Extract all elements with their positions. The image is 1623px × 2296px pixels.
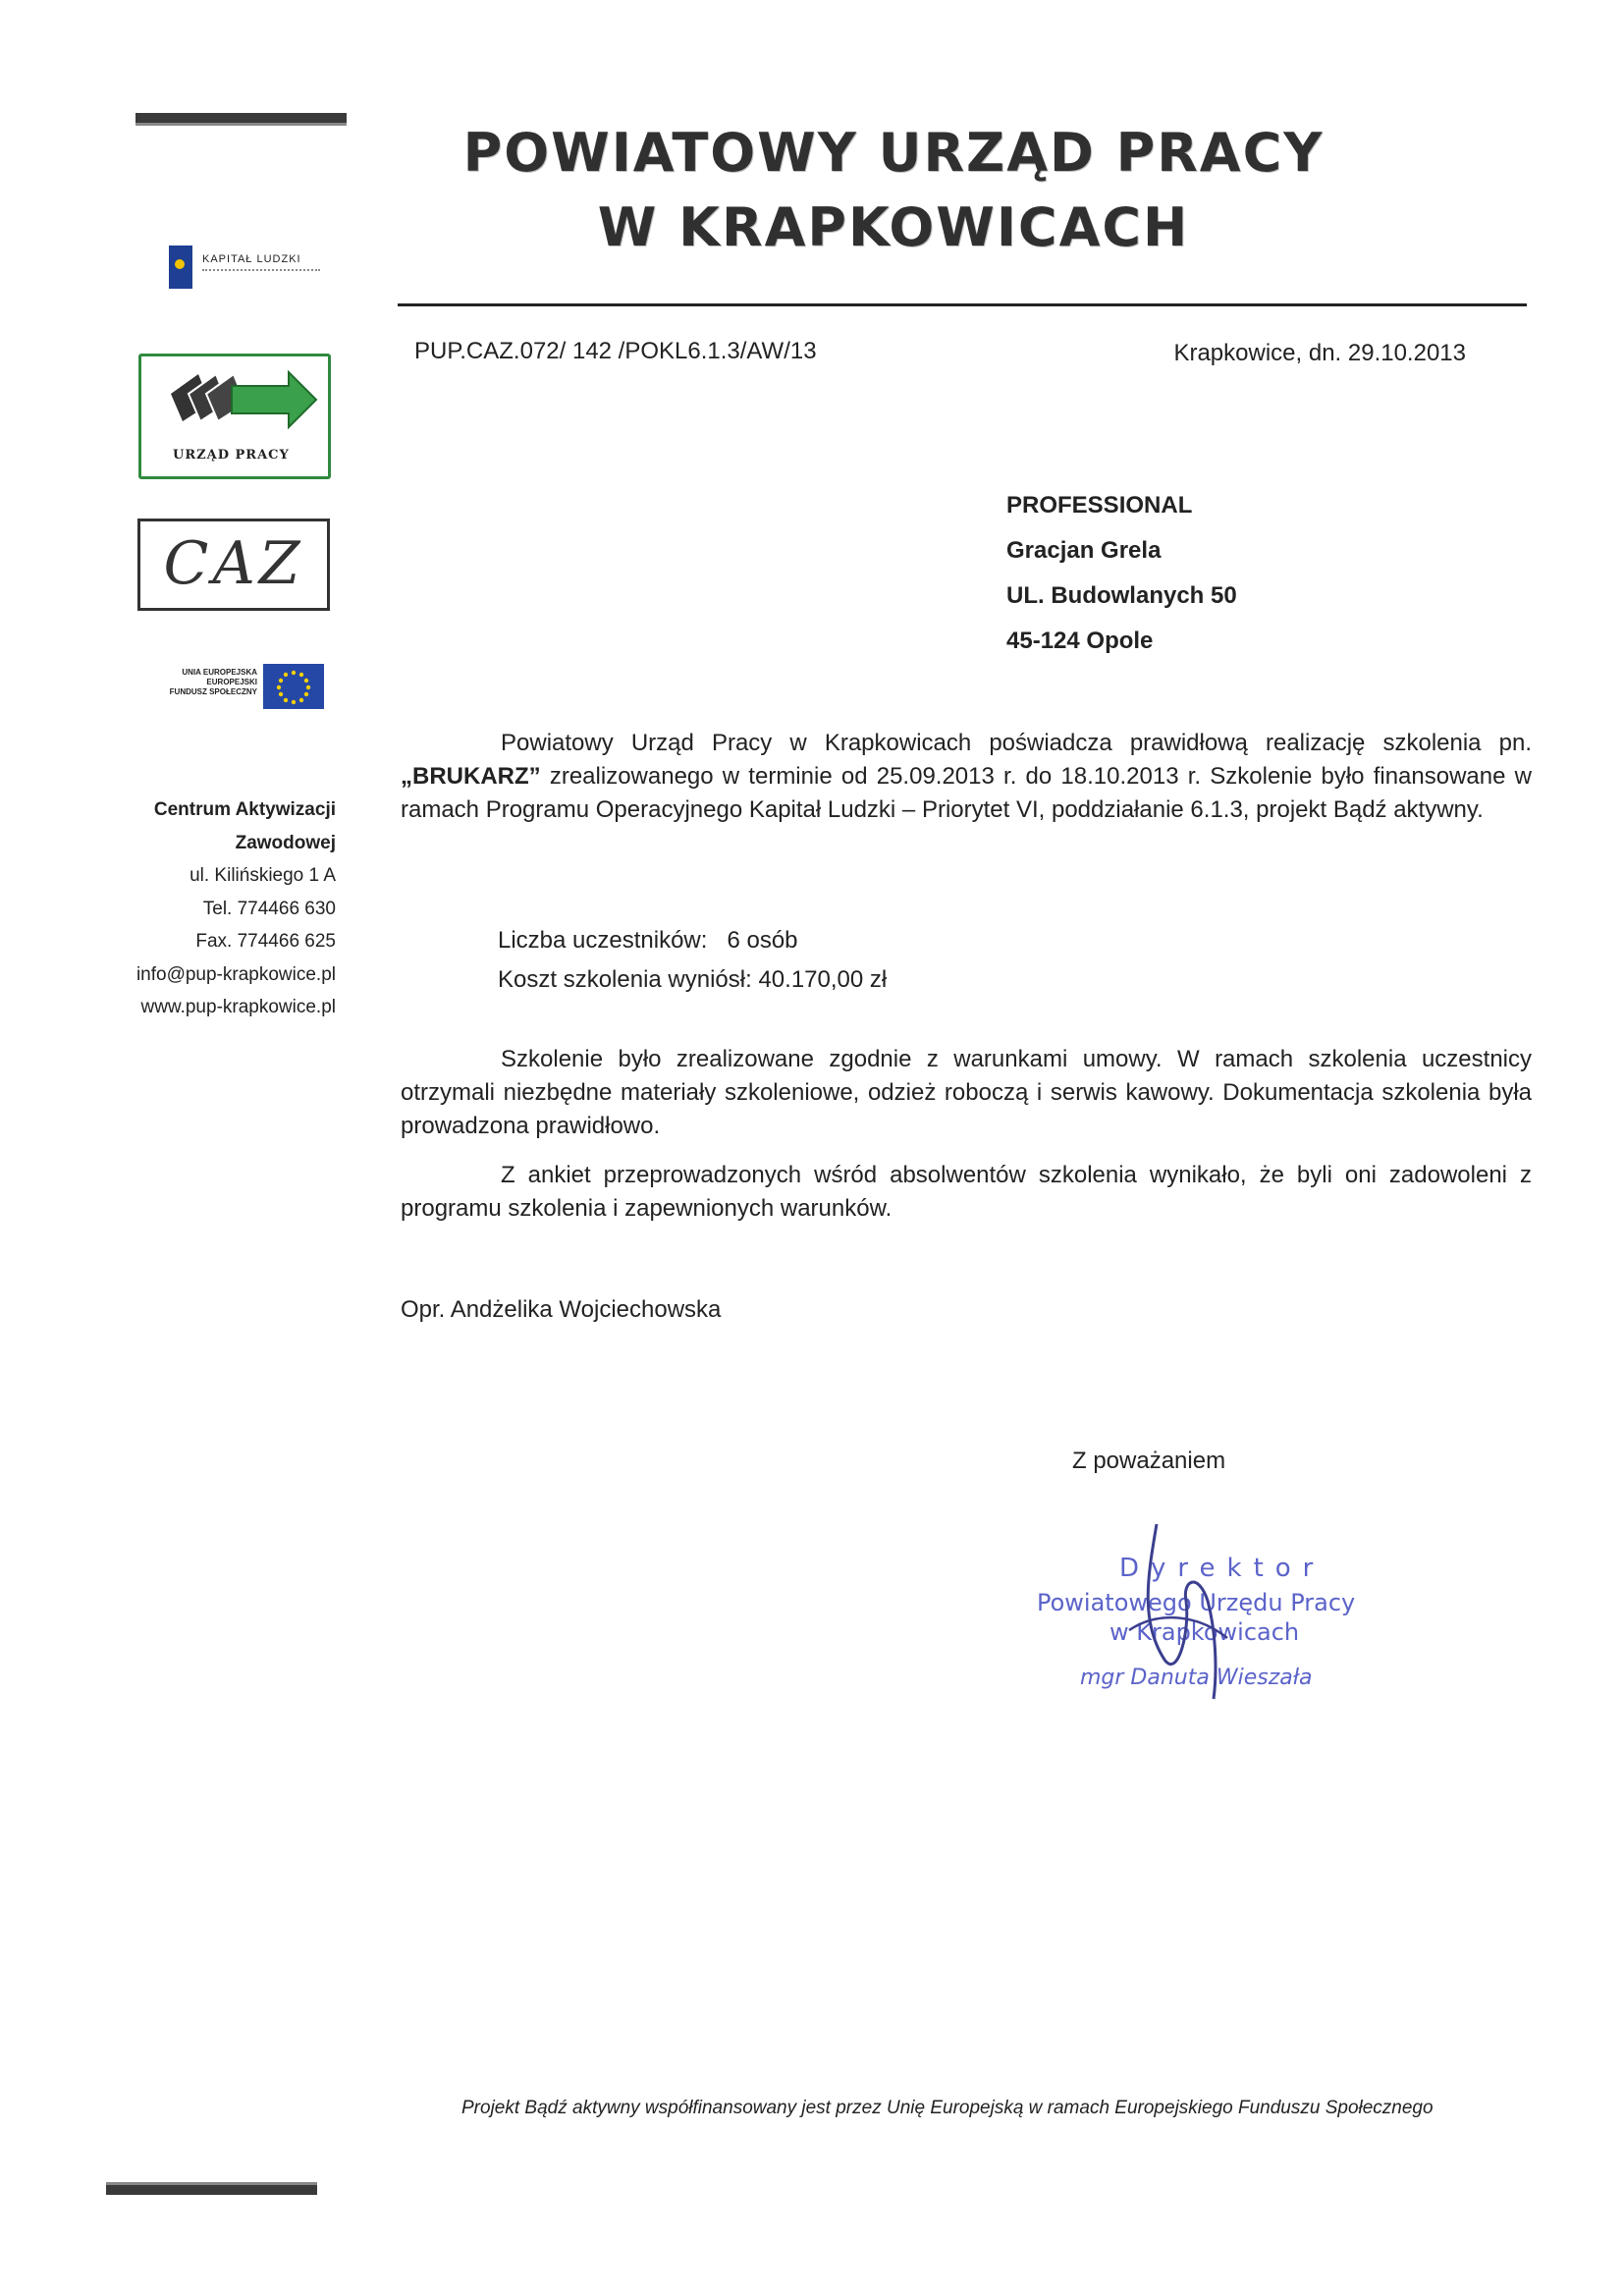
urzad-pracy-logo [138,354,331,479]
recipient-city: 45-124 Opole [1006,628,1154,654]
footer-decorative-bar [106,2182,317,2195]
recipient-street: UL. Budowlanych 50 [1006,582,1237,609]
caz-logo [137,519,330,611]
participants-label: Liczba uczestników: [498,927,708,954]
training-stats [498,921,887,1000]
institution-title [393,116,1394,265]
recipient-name: Gracjan Grela [1006,537,1162,564]
urzad-pracy-label: URZĄD PRACY [173,448,290,463]
header-divider [398,303,1527,306]
eu-label-line1: UNIA EUROPEJSKA [182,668,257,677]
kapital-ludzki-subline [202,269,320,275]
stamp-line3: w Krapkowicach [1109,1618,1300,1646]
org-fax: Fax. 774466 625 [195,931,336,952]
reference-number: PUP.CAZ.072/ 142 /POKL6.1.3/AW/13 [414,338,817,364]
stamp-line2: Powiatowego Urzędu Pracy [1037,1589,1356,1616]
para2-text: Szkolenie było zrealizowane zgodnie z warunkami umowy. W ramach szkolenia uczestnicy otrzymali niezbędne materiały szkoleniowe, odzież roboczą i serwis kawowy. Dokumentacja szkolenia była prowadzona prawidłowo. [401,1046,1532,1139]
participants-row [498,921,887,960]
footer-project-note: Projekt Bądź aktywny współfinansowany jest przez Unię Europejską w ramach Europejskiego Funduszu Społecznego [461,2098,1434,2118]
para3-text: Z ankiet przeprowadzonych wśród absolwentów szkolenia wynikało, że byli oni zadowoleni z programu szkolenia i zapewnionych warunków. [401,1162,1532,1222]
cost-value: 40.170,00 zł [758,966,888,993]
header-decorative-bar [135,113,347,126]
org-phone: Tel. 774466 630 [202,898,336,919]
paragraph-conditions [401,1043,1532,1143]
kapital-ludzki-flag-icon [169,246,192,289]
eu-label-line3: FUNDUSZ SPOŁECZNY [169,687,257,696]
prepared-by: Opr. Andżelika Wojciechowska [401,1296,722,1323]
kapital-ludzki-label: KAPITAŁ LUDZKI [202,253,301,265]
recipient-company: PROFESSIONAL [1006,492,1193,519]
caz-label: CAZ [163,529,304,598]
closing-greeting: Z poważaniem [1072,1448,1226,1474]
eu-logo [137,664,324,711]
org-website: www.pup-krapkowice.pl [140,997,336,1017]
signature-icon [1070,1512,1267,1709]
cost-label: Koszt szkolenia wyniósł: [498,966,752,993]
paragraph-survey [401,1159,1532,1226]
cost-row [498,960,887,1000]
title-line-1: POWIATOWY URZĄD PRACY [462,122,1325,184]
stamp-line1: Dyrektor [1119,1554,1325,1583]
recipient-block [1006,483,1237,664]
org-name-line1: Centrum Aktywizacji [153,799,336,820]
training-name: „BRUKARZ” [401,763,541,790]
title-line-2: W KRAPKOWICACH [597,196,1190,258]
org-address: ul. Kilińskiego 1 A [189,865,336,886]
participants-value: 6 osób [727,927,798,954]
sidebar-contact [108,793,336,1024]
org-name-line2: Zawodowej [235,832,336,853]
stamp-line4: mgr Danuta Wieszała [1080,1666,1313,1690]
eu-flag-icon [263,664,324,709]
place-date: Krapkowice, dn. 29.10.2013 [1173,340,1466,366]
paragraph-certification [401,727,1532,827]
eu-label-line2: EUROPEJSKI [206,678,257,686]
eu-label [170,668,257,697]
para1-text-a: Powiatowy Urząd Pracy w Krapkowicach poświadcza prawidłową realizację szkolenia pn. [501,730,1532,756]
para1-text-b: zrealizowanego w terminie od 25.09.2013 r. do 18.10.2013 r. Szkolenie było finansowane w ramach Programu Operacyjnego Kapitał Ludzki – Priorytet VI, poddziałanie 6.1.3, projekt Bądź aktywny. [401,763,1532,823]
kapital-ludzki-logo [169,246,336,289]
org-email: info@pup-krapkowice.pl [135,963,336,985]
arrows-icon [141,356,322,445]
